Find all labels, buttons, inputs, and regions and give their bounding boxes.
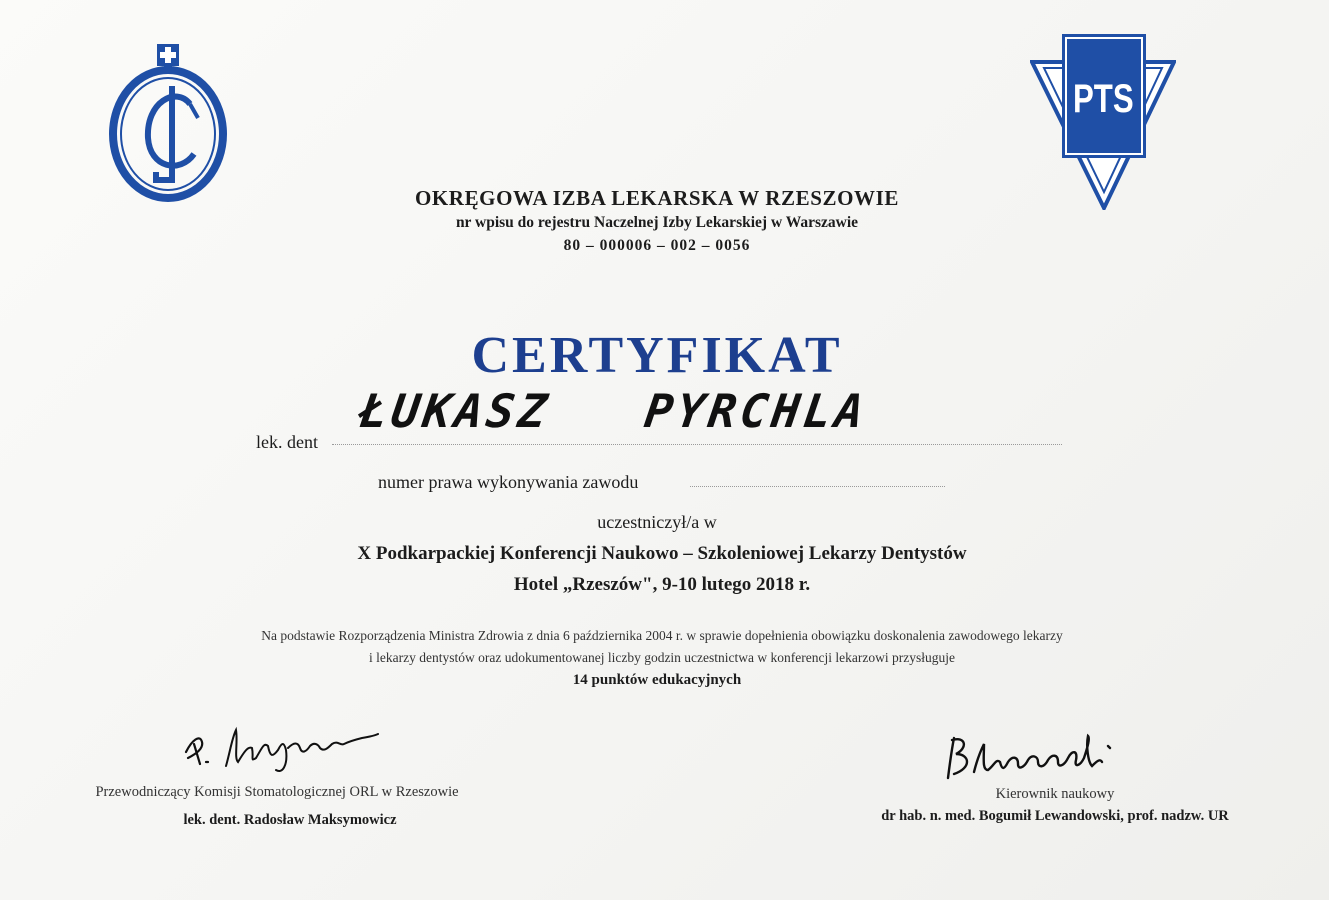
license-label: numer prawa wykonywania zawodu	[378, 472, 639, 492]
recipient-dotted-line	[332, 444, 1062, 445]
education-points: 14 punktów edukacyjnych	[572, 672, 742, 688]
license-dotted-line	[690, 486, 945, 487]
registry-line: nr wpisu do rejestru Naczelnej Izby Lekarskiej w Warszawie	[455, 214, 859, 231]
certificate-title: CERTYFIKAT	[471, 327, 843, 384]
pts-logo	[1030, 32, 1176, 210]
recipient-label: lek. dent	[256, 432, 318, 452]
issuer-name: OKRĘGOWA IZBA LEKARSKA W RZESZOWIE	[414, 186, 900, 210]
legal-basis-line-2: i lekarzy dentystów oraz udokumentowanej liczby godzin uczestnictwa w konferencji lekarzowi przysługuje	[369, 650, 955, 665]
participation-text: uczestniczył/a w	[597, 512, 717, 532]
conference-name: X Podkarpackiej Konferencji Naukowo – Szkoleniowej Lekarzy Dentystów	[357, 543, 967, 564]
pts-logo-text: PTS	[1072, 76, 1134, 121]
registry-number: 80 – 000006 – 002 – 0056	[563, 237, 751, 254]
legal-basis-line-1: Na podstawie Rozporządzenia Ministra Zdrowia z dnia 6 października 2004 r. w sprawie dopełnienia obowiązku doskonalenia zawodowego lekarzy	[261, 628, 1063, 643]
right-signature	[938, 732, 1128, 784]
right-signatory-name: dr hab. n. med. Bogumił Lewandowski, prof. nadzw. UR	[881, 808, 1229, 824]
oil-emblem-logo	[106, 42, 232, 202]
left-signatory-name: lek. dent. Radosław Maksymowicz	[183, 812, 397, 828]
left-signature	[178, 712, 384, 780]
recipient-name-handwritten: ŁUKASZ PYRCHLA	[356, 384, 871, 438]
left-signatory-role: Przewodniczący Komisji Stomatologicznej ORL w Rzeszowie	[95, 784, 459, 800]
venue-date: Hotel „Rzeszów", 9-10 lutego 2018 r.	[513, 574, 811, 595]
right-signatory-role: Kierownik naukowy	[995, 786, 1115, 802]
